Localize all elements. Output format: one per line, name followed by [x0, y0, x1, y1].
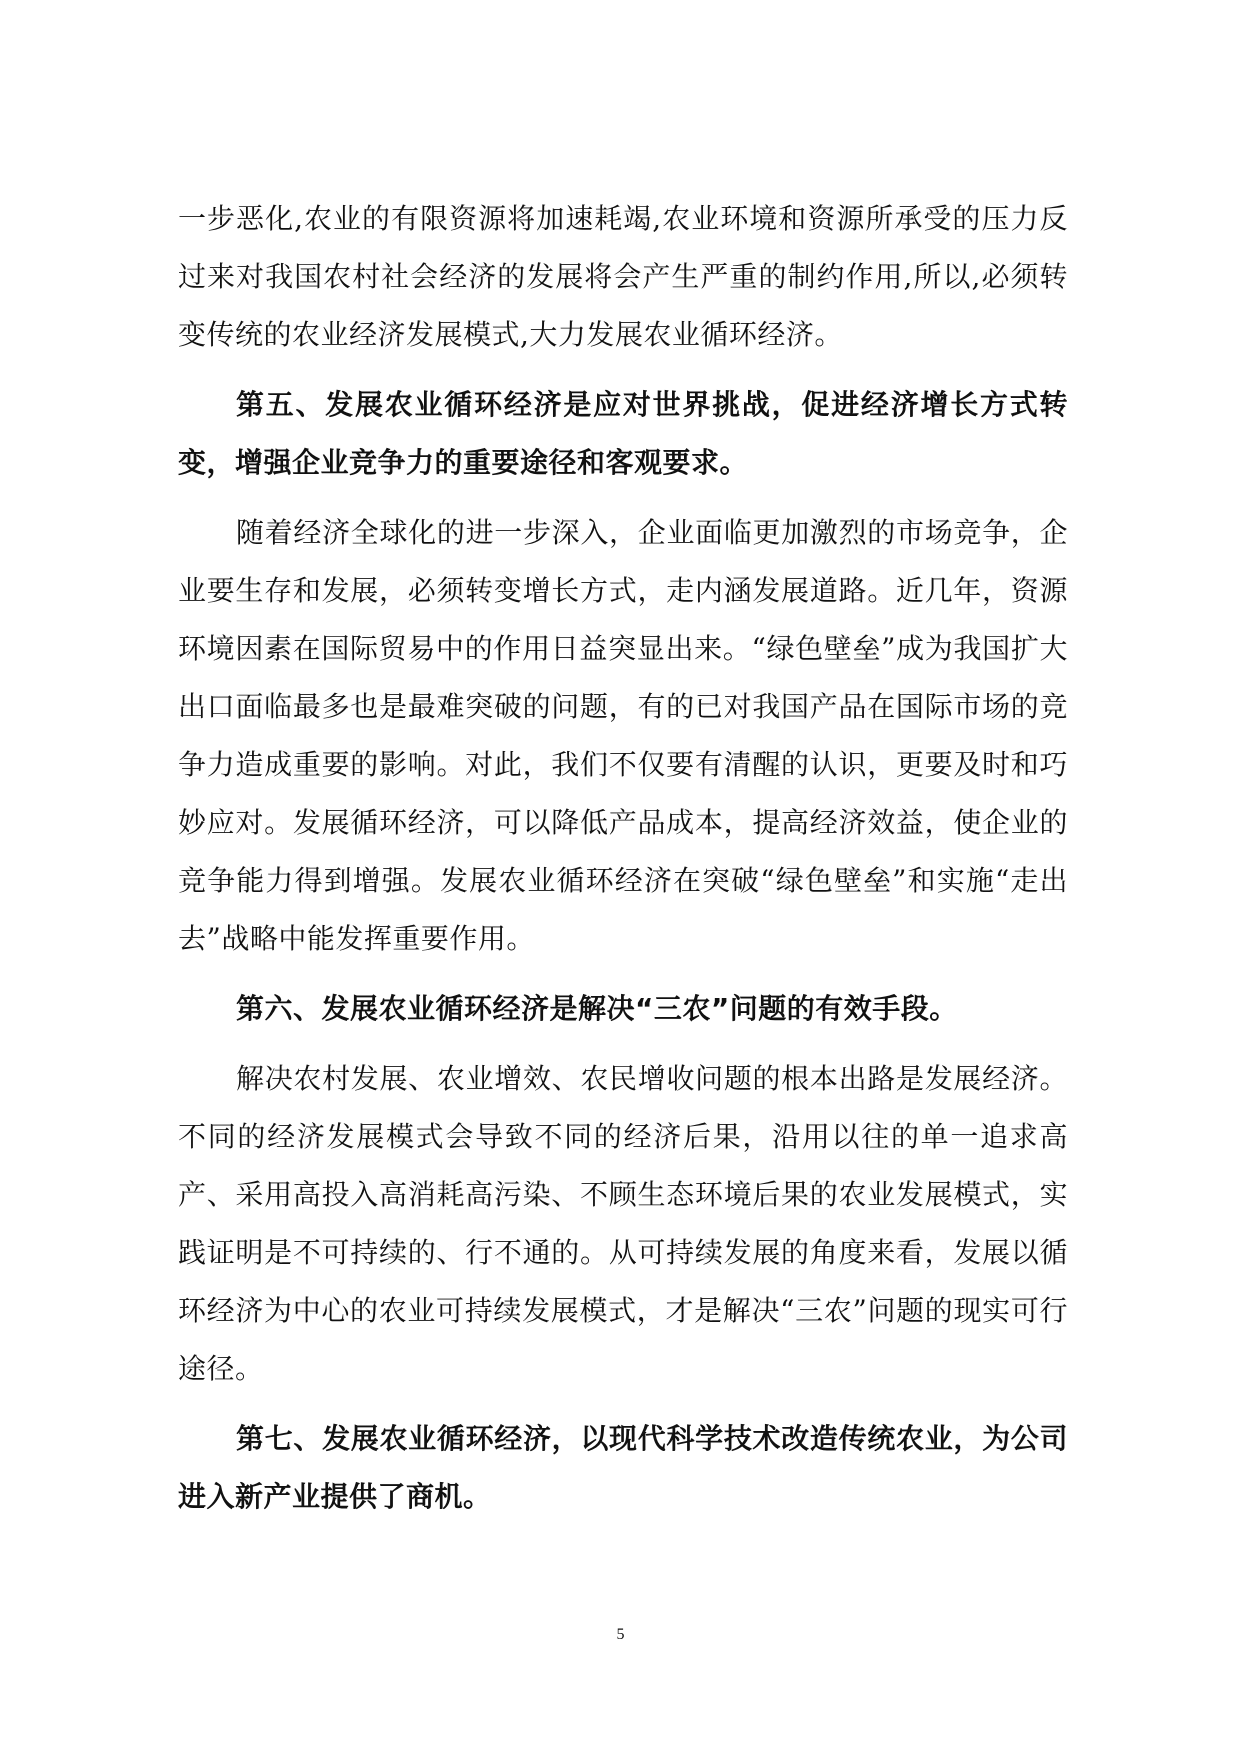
- document-body: [178, 190, 1068, 1538]
- page-number: 5: [616, 1626, 625, 1643]
- body-paragraph-1: 一步恶化,农业的有限资源将加速耗竭,农业环境和资源所承受的压力反过来对我国农村社会经济的发展将会产生严重的制约作用,所以,必须转变传统的农业经济发展模式,大力发展农业循环经济。: [178, 202, 1068, 351]
- section-heading-7: 第七、发展农业循环经济，以现代科学技术改造传统农业，为公司进入新产业提供了商机。: [178, 1422, 1068, 1513]
- body-paragraph-3: 解决农村发展、农业增效、农民增收问题的根本出路是发展经济。不同的经济发展模式会导致不同的经济后果，沿用以往的单一追求高产、采用高投入高消耗高污染、不顾生态环境后果的农业发展模式，实践证明是不可持续的、行不通的。从可持续发展的角度来看，发展以循环经济为中心的农业可持续发展模式，才是解决“三农”问题的现实可行途径。: [178, 1062, 1068, 1385]
- section-heading-5: 第五、发展农业循环经济是应对世界挑战，促进经济增长方式转变，增强企业竞争力的重要途径和客观要求。: [178, 388, 1068, 479]
- section-heading-6: 第六、发展农业循环经济是解决“三农”问题的有效手段。: [236, 992, 958, 1025]
- body-paragraph-2: 随着经济全球化的进一步深入，企业面临更加激烈的市场竞争，企业要生存和发展，必须转变增长方式，走内涵发展道路。近几年，资源环境因素在国际贸易中的作用日益突显出来。“绿色壁垒”成为我国扩大出口面临最多也是最难突破的问题，有的已对我国产品在国际市场的竞争力造成重要的影响。对此，我们不仅要有清醒的认识，更要及时和巧妙应对。发展循环经济，可以降低产品成本，提高经济效益，使企业的竞争能力得到增强。发展农业循环经济在突破“绿色壁垒”和实施“走出去”战略中能发挥重要作用。: [178, 516, 1068, 955]
